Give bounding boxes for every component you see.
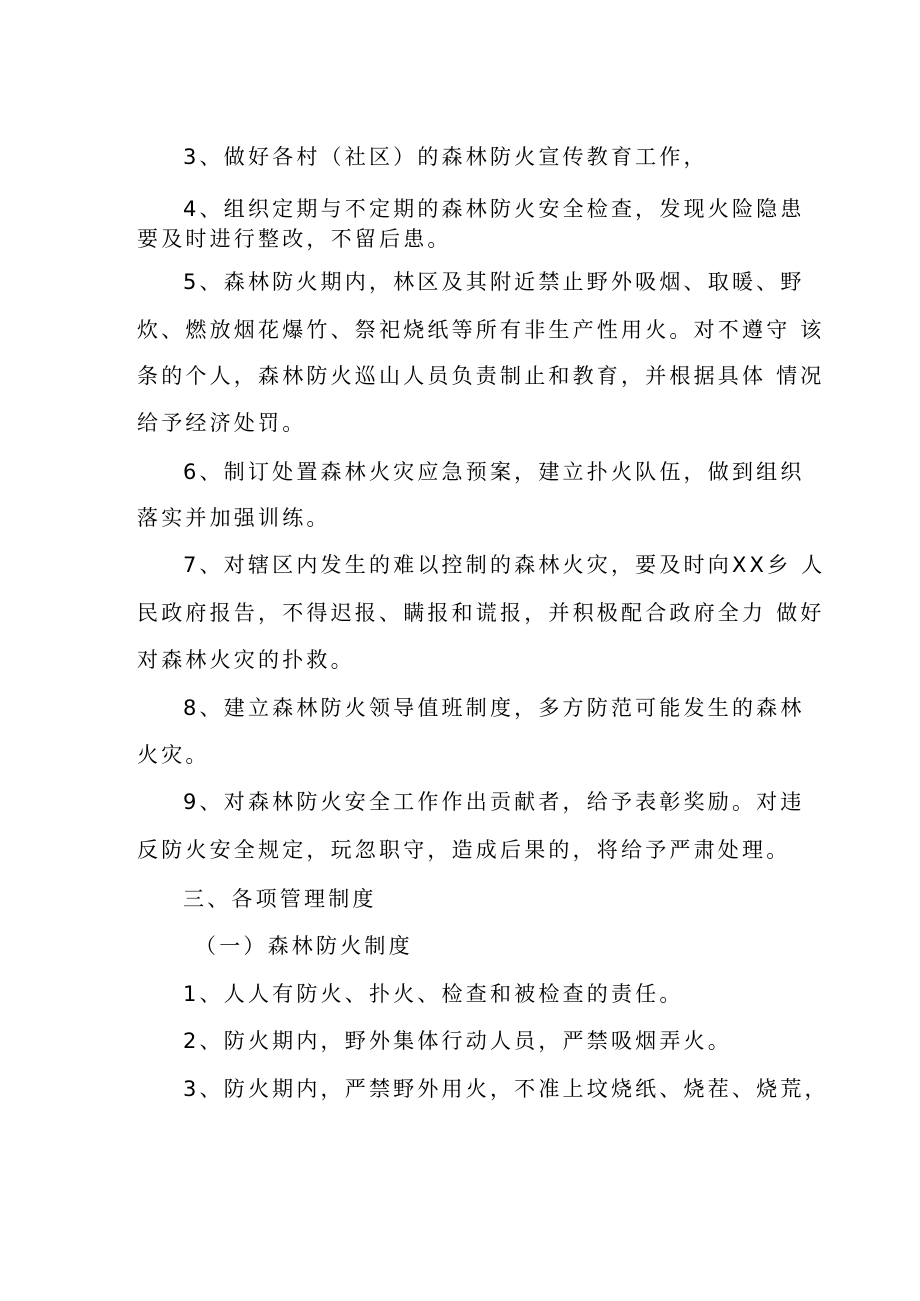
text-line-21: 3、防火期内，严禁野外用火，不准上坟烧纸、烧茬、烧荒， <box>183 1077 829 1101</box>
text-line-6: 条的个人，森林防火巡山人员负责制止和教育，并根据具体 情况 <box>137 364 825 388</box>
text-line-19: 1、人人有防火、扑火、检查和被检查的责任。 <box>183 982 684 1006</box>
text-line-11: 民政府报告，不得迟报、瞒报和谎报，并积极配合政府全力 做好 <box>137 601 825 625</box>
text-line-10: 7、对辖区内发生的难以控制的森林火灾，要及时向XX乡 人 <box>183 553 826 577</box>
text-line-15: 9、对森林防火安全工作作出贡献者，给予表彰奖励。对违 <box>183 790 805 814</box>
subsection-heading: （一）森林防火制度 <box>195 934 413 958</box>
section-heading: 三、各项管理制度 <box>183 887 377 911</box>
text-line-13: 8、建立森林防火领导值班制度，多方防范可能发生的森林 <box>183 696 805 720</box>
text-line-8: 6、制订处置森林火灾应急预案，建立扑火队伍，做到组织 <box>183 460 805 484</box>
text-line-16: 反防火安全规定，玩忽职守，造成后果的，将给予严肃处理。 <box>137 838 791 862</box>
text-line-7: 给予经济处罚。 <box>137 411 307 435</box>
text-line-9: 落实并加强训练。 <box>137 506 331 530</box>
text-line-12: 对森林火灾的扑救。 <box>137 648 355 672</box>
text-line-14: 火灾。 <box>137 743 210 767</box>
text-line-1: 3、做好各村（社区）的森林防火宣传教育工作， <box>183 145 708 169</box>
text-line-5: 炊、燃放烟花爆竹、祭祀烧纸等所有非生产性用火。对不遵守 该 <box>137 318 825 342</box>
text-line-4: 5、森林防火期内，林区及其附近禁止野外吸烟、取暖、野 <box>183 270 805 294</box>
text-line-2: 4、组织定期与不定期的森林防火安全检查，发现火险隐患 <box>183 197 805 221</box>
text-line-3: 要及时进行整改，不留后患。 <box>137 227 452 251</box>
text-line-20: 2、防火期内，野外集体行动人员，严禁吸烟弄火。 <box>183 1029 732 1053</box>
